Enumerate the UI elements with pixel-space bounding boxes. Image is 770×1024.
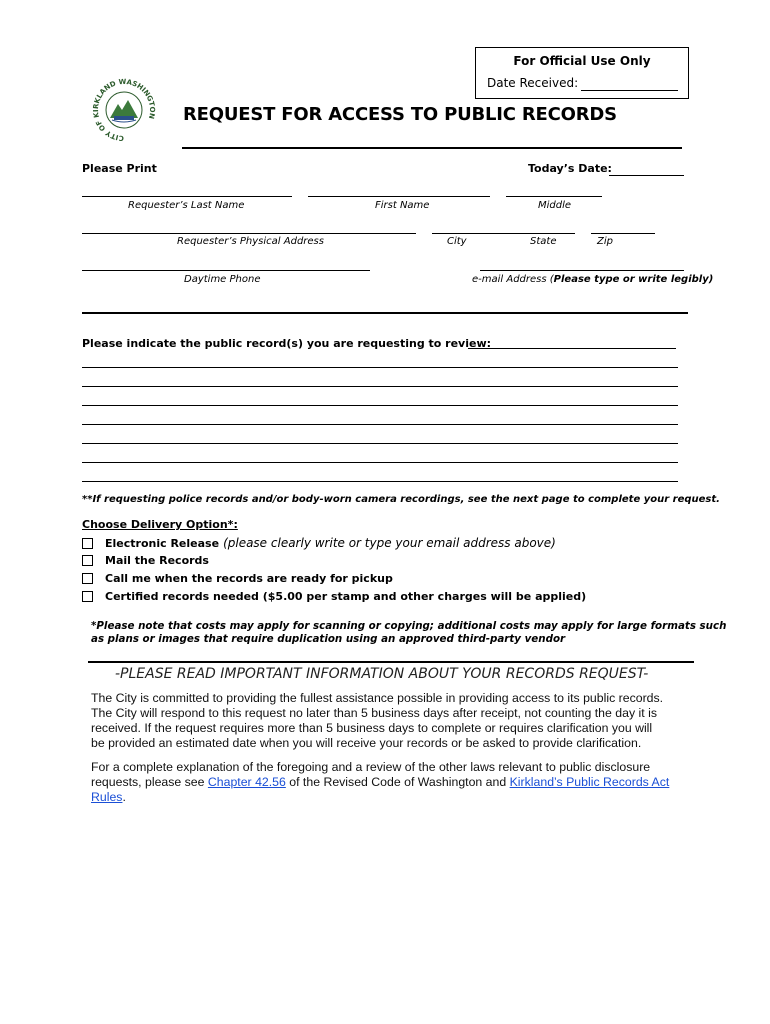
city-label: City [447, 236, 467, 247]
delivery-option-certified[interactable] [82, 590, 586, 603]
please-print-label: Please Print [82, 162, 157, 175]
first-name-label: First Name [375, 200, 430, 211]
info-line: Rules. [91, 790, 126, 804]
records-line-0[interactable] [468, 348, 676, 349]
middle-name-label: Middle [538, 200, 572, 211]
electronic-extra: (please clearly write or type your email address above) [223, 536, 556, 550]
important-info-banner: -PLEASE READ IMPORTANT INFORMATION ABOUT YOUR RECORDS REQUEST- [115, 666, 649, 682]
records-prompt: Please indicate the public record(s) you are requesting to review: [82, 337, 492, 350]
kirkland-records-rules-link-a[interactable]: Kirkland’s Public Records Act [509, 775, 670, 789]
records-line-4[interactable] [82, 424, 678, 425]
title-rule [182, 147, 682, 149]
section-rule-1 [82, 312, 688, 314]
official-use-box [475, 47, 689, 99]
email-field[interactable] [480, 270, 684, 271]
state-label: State [530, 236, 557, 247]
first-name-field[interactable] [308, 196, 490, 197]
delivery-heading: Choose Delivery Option*: [82, 518, 238, 531]
checkbox-electronic[interactable] [82, 538, 93, 549]
city-seal-logo [88, 78, 160, 144]
cost-note-line-2: as plans or images that require duplication using an approved third-party vendor [91, 633, 566, 645]
phone-label: Daytime Phone [184, 274, 261, 285]
records-line-2[interactable] [82, 386, 678, 387]
email-label: e-mail Address (Please type or write legibly) [472, 274, 714, 285]
todays-date-label: Today’s Date: [528, 162, 612, 175]
delivery-option-mail[interactable] [82, 554, 209, 567]
form-title: REQUEST FOR ACCESS TO PUBLIC RECORDS [183, 104, 617, 125]
checkbox-certified[interactable] [82, 591, 93, 602]
info-paragraph-1 [91, 691, 663, 751]
info-line: The City will respond to this request no later than 5 business days after receipt, not counting the day it is [91, 706, 657, 720]
checkbox-mail[interactable] [82, 555, 93, 566]
address-label: Requester’s Physical Address [177, 236, 324, 247]
info-line: The City is committed to providing the fullest assistance possible in providing access to its public records. [91, 691, 664, 705]
zip-field[interactable] [591, 233, 655, 234]
middle-name-field[interactable] [506, 196, 602, 197]
records-line-7[interactable] [82, 481, 678, 482]
todays-date-field[interactable] [609, 175, 684, 176]
phone-field[interactable] [82, 270, 370, 271]
info-line-with-links: requests, please see Chapter 42.56 of the Revised Code of Washington and Kirkland’s Public Records Act [91, 775, 670, 789]
seal-ring-text: CITY OF KIRKLAND WASHINGTON [91, 78, 157, 143]
delivery-option-electronic[interactable] [82, 536, 556, 550]
chapter-42-56-link[interactable]: Chapter 42.56 [207, 775, 286, 789]
records-line-5[interactable] [82, 443, 678, 444]
date-received-field[interactable] [581, 90, 678, 91]
last-name-field[interactable] [82, 196, 292, 197]
date-received-label: Date Received: [487, 76, 579, 90]
info-line: be provided an estimated date when you will receive your records or be asked to provide clarification. [91, 736, 642, 750]
police-note: **If requesting police records and/or body-worn camera recordings, see the next page to complete your request. [82, 494, 720, 505]
mail-label: Mail the Records [105, 554, 209, 567]
zip-label: Zip [597, 236, 613, 247]
pickup-label: Call me when the records are ready for pickup [105, 572, 393, 585]
electronic-label: Electronic Release [105, 536, 220, 550]
delivery-option-pickup[interactable] [82, 572, 393, 585]
cost-note-line-1: *Please note that costs may apply for scanning or copying; additional costs may apply for large formats such [91, 620, 727, 632]
section-rule-2 [88, 661, 694, 663]
info-paragraph-2 [91, 760, 669, 805]
records-line-1[interactable] [82, 367, 678, 368]
certified-label: Certified records needed ($5.00 per stamp and other charges will be applied) [105, 590, 587, 603]
info-line: For a complete explanation of the foregoing and a review of the other laws relevant to public disclosure [91, 760, 651, 774]
city-state-field[interactable] [432, 233, 575, 234]
records-line-6[interactable] [82, 462, 678, 463]
address-field[interactable] [82, 233, 416, 234]
kirkland-records-rules-link-b[interactable]: Rules [91, 790, 123, 804]
records-line-3[interactable] [82, 405, 678, 406]
checkbox-pickup[interactable] [82, 573, 93, 584]
last-name-label: Requester’s Last Name [128, 200, 245, 211]
info-line: received. If the request requires more than 5 business days to complete or requires clarification you will [91, 721, 653, 735]
official-use-title: For Official Use Only [513, 54, 651, 68]
